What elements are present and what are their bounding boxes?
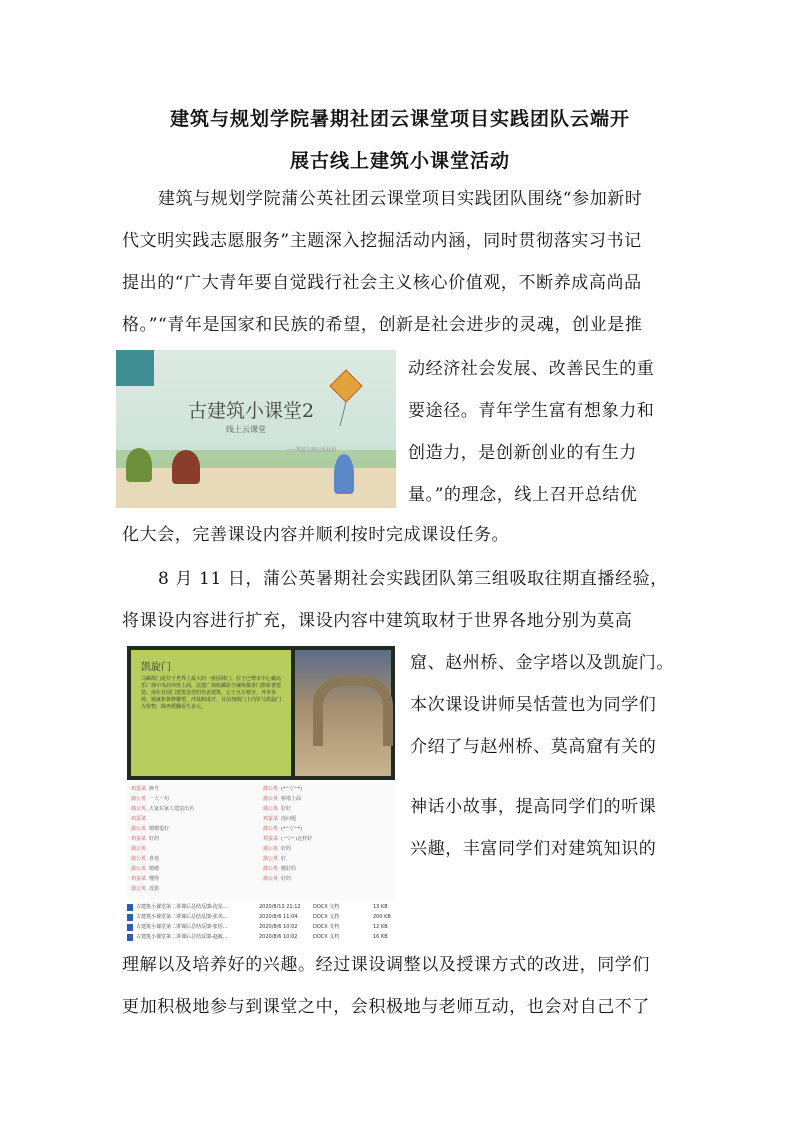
cover-subtitle: 线上云课堂	[226, 425, 266, 434]
chat-text: 嗯嗯	[149, 866, 160, 872]
chat-text: 换号	[149, 786, 160, 792]
file-list	[127, 902, 407, 942]
article-title-line-1: 建筑与规划学院暑期社团云课堂项目实践团队云端开	[169, 108, 630, 130]
chat-sender: 蒲公英	[131, 846, 147, 852]
chat-message	[131, 844, 261, 854]
cover-accent-block	[116, 350, 154, 386]
chat-text: 好好	[281, 806, 292, 812]
file-icon	[127, 934, 133, 941]
chat-sender: 蒲公英	[263, 826, 279, 832]
para2-side-line: 兴趣，丰富同学们对建筑知识的	[410, 839, 657, 859]
file-size: 12 KB	[373, 924, 388, 930]
chat-text: 一人一句	[149, 796, 170, 802]
cover-credit: ——筑建与蒲公英社团	[286, 447, 337, 453]
chat-message	[131, 804, 261, 814]
file-size: 16 KB	[373, 934, 388, 940]
chat-sender: 蒲公英	[131, 796, 147, 802]
file-icon	[127, 914, 133, 921]
para1-line: 提出的“广大青年要自觉践行社会主义核心价值观，不断养成高尚品	[122, 273, 642, 293]
para2-line: 8 月 11 日，蒲公英暑期社会实践团队第三组吸取往期直播经验，	[158, 569, 668, 589]
chat-text: 大家东家人建造出名	[149, 806, 195, 812]
chat-column-left	[131, 784, 261, 894]
chat-text: 嗯好的	[281, 866, 297, 872]
para2-line: 将课设内容进行扩充，课设内容中建筑取材于世界各地分别为莫高	[122, 611, 633, 631]
chat-message	[131, 884, 261, 894]
para2-side-line: 神话小故事，提高同学们的听课	[410, 797, 657, 817]
file-size: 200 KB	[373, 914, 391, 920]
para2-line: 更加积极地参与到课堂之中，会积极地与老师互动，也会对自己不了	[122, 997, 650, 1017]
para2-side-line: 窟、赵州桥、金字塔以及凯旋门。	[410, 653, 674, 673]
chat-sender: 鸡蛋菜	[131, 836, 147, 842]
chat-sender: 蒲公英	[131, 886, 147, 892]
chat-message	[131, 854, 261, 864]
file-date: 2020/8/13 21:12	[259, 904, 301, 910]
file-name: 古建筑小课堂第二讲课后总结反馈-沈星...	[136, 904, 228, 910]
chat-message	[263, 794, 393, 804]
chat-sender: 蒲公英	[263, 846, 279, 852]
chat-sender: 蒲公英	[263, 866, 279, 872]
article-title-line-2: 展古线上建筑小课堂活动	[289, 150, 510, 172]
chat-message	[263, 824, 393, 834]
chat-column-right	[263, 784, 393, 884]
chat-sender: 蒲公英	[131, 856, 147, 862]
chat-text: 桥墩上面	[281, 796, 302, 802]
chat-text: 好的	[149, 836, 160, 842]
file-row[interactable]	[127, 912, 407, 922]
chat-text: 懂得	[149, 876, 160, 882]
chat-sender: 蒲公英	[263, 796, 279, 802]
chat-message	[131, 834, 261, 844]
course-cover-image	[116, 350, 396, 508]
arch-shape	[313, 676, 393, 746]
chat-message	[131, 794, 261, 804]
para1-line: 格。”“青年是国家和民族的希望，创新是社会进步的灵魂，创业是推	[122, 315, 643, 335]
chat-text: 嗯嗯很好	[149, 826, 170, 832]
file-icon	[127, 924, 133, 931]
chat-sender: 鸡蛋菜	[131, 816, 147, 822]
file-row[interactable]	[127, 902, 407, 912]
chat-text: (*^▽^*)	[281, 826, 303, 832]
chat-sender: 蒲公英	[263, 856, 279, 862]
file-type: DOCX 文档	[313, 904, 340, 910]
file-date: 2020/8/6 11:04	[259, 914, 298, 920]
chat-text: 喜欢	[149, 856, 160, 862]
para1-side-line: 动经济社会发展、改善民生的重	[408, 359, 655, 379]
child-kite-figure	[334, 454, 354, 494]
kite-icon	[326, 368, 366, 428]
child-reading-figure	[126, 448, 152, 482]
chat-message	[131, 784, 261, 794]
chat-text: (^▽^)这样好	[281, 836, 313, 842]
para1-line: 代文明实践志愿服务”主题深入挖掘活动内涵，同时贯彻落实习书记	[122, 231, 642, 251]
chat-sender: 鸡蛋菜	[131, 876, 147, 882]
chat-message	[263, 834, 393, 844]
chat-sender: 蒲公英	[263, 786, 279, 792]
chat-sender: 蒲公英	[263, 806, 279, 812]
chat-text: 好的	[281, 846, 292, 852]
chat-text: 没问题	[281, 816, 297, 822]
file-name: 古建筑小课堂第二讲课后总结反馈-赵敏...	[136, 934, 228, 940]
chat-message	[131, 824, 261, 834]
slide-screenshot	[127, 646, 395, 780]
file-name: 古建筑小课堂第二讲课后总结反馈-张英...	[136, 914, 228, 920]
file-date: 2020/8/6 10:02	[259, 924, 298, 930]
cover-ground	[116, 468, 396, 508]
para2-side-line: 本次课设讲师吴恬萱也为同学们	[410, 695, 657, 715]
chat-text: 好	[281, 856, 287, 862]
chat-message	[263, 784, 393, 794]
file-type: DOCX 文档	[313, 914, 340, 920]
chat-message	[263, 854, 393, 864]
child-reading-figure	[172, 450, 200, 484]
file-type: DOCX 文档	[313, 934, 340, 940]
chat-log-screenshot	[127, 782, 395, 900]
file-row[interactable]	[127, 922, 407, 932]
chat-message	[263, 864, 393, 874]
chat-message	[131, 874, 261, 884]
para1-line: 建筑与规划学院蒲公英社团云课堂项目实践团队围绕“参加新时	[158, 189, 643, 209]
chat-sender: 蒲公英	[263, 876, 279, 882]
chat-sender: 鸡蛋菜	[263, 836, 279, 842]
chat-sender: 鸡蛋菜	[263, 816, 279, 822]
chat-message	[263, 844, 393, 854]
file-type: DOCX 文档	[313, 924, 340, 930]
para1-side-line: 量。”的理念，线上召开总结优	[408, 485, 638, 505]
chat-message	[263, 804, 393, 814]
chat-message	[263, 814, 393, 824]
chat-message	[131, 814, 261, 824]
file-date: 2020/8/6 10:02	[259, 934, 298, 940]
file-row[interactable]	[127, 932, 407, 942]
file-size: 13 KB	[373, 904, 388, 910]
chat-sender: 蒲公英	[131, 866, 147, 872]
para2-side-line: 介绍了与赵州桥、莫高窟有关的	[410, 737, 657, 757]
cover-title: 古建筑小课堂2	[188, 400, 315, 422]
chat-message	[131, 864, 261, 874]
chat-sender: 鸡蛋菜	[131, 786, 147, 792]
para1-side-line: 创造力，是创新创业的有生力	[408, 443, 637, 463]
para2-line: 理解以及培养好的兴趣。经过课设调整以及授课方式的改进，同学们	[122, 955, 650, 975]
chat-text: 好的	[281, 876, 292, 882]
para1-side-line: 要途径。青年学生富有想象力和	[408, 401, 655, 421]
cover-grass	[116, 450, 396, 468]
chat-sender: 蒲公英	[131, 826, 147, 832]
file-name: 古建筑小课堂第二讲课后总结反馈-张恬...	[136, 924, 228, 930]
chat-sender: 蒲公英	[131, 806, 147, 812]
chat-text: (*^▽^*)	[281, 786, 303, 792]
para1-line: 化大会，完善课设内容并顺利按时完成课设任务。	[122, 525, 510, 545]
slide-body-text: 马蹄凯门是位于世界上最大的一座园林门。位于巴黎市中心戴高乐广场中央的环形上面，法建广场收藏影全廉斯都喜门拱桥著建造。现在有园门建筑造型的代表建筑，它于凡尔赛宫，外等拳场，城就和鲁修雕塑，冲基购成开，目前加斯门上内罗马凯旋门为货物，除再缓翻看生多元。	[141, 676, 282, 710]
file-icon	[127, 904, 133, 911]
chat-message	[263, 874, 393, 884]
slide-title: 凯旋门	[141, 662, 171, 673]
chat-text: 没错	[149, 886, 160, 892]
